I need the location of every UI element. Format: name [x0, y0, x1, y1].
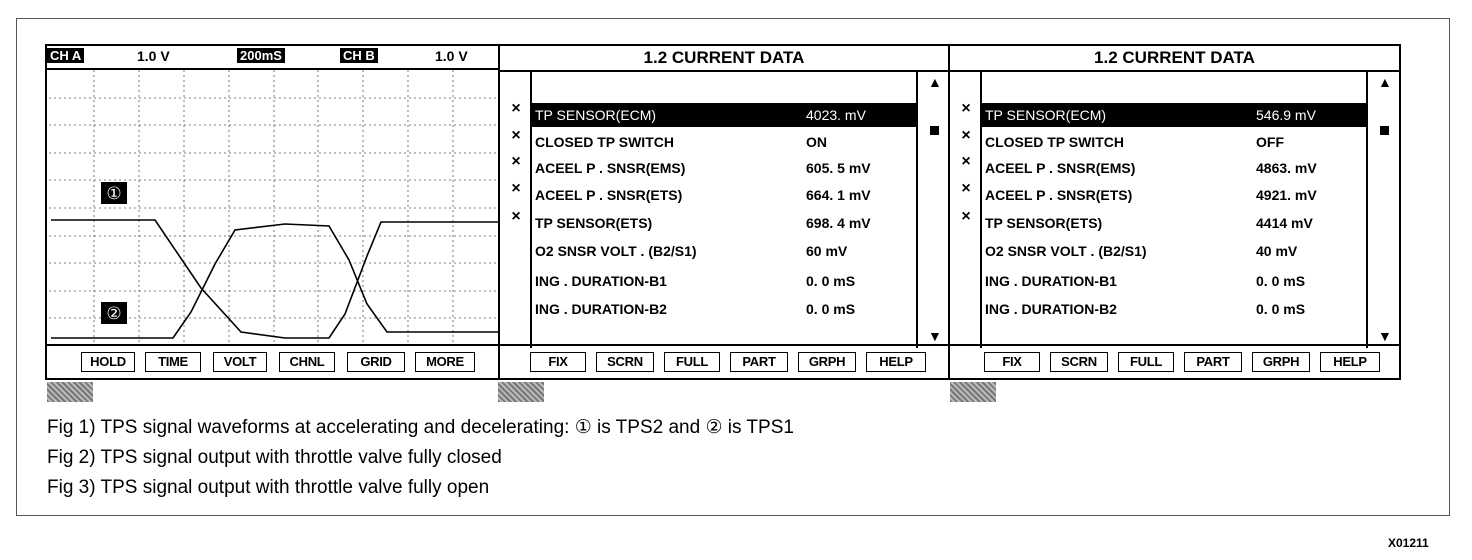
data-row[interactable]	[982, 156, 1368, 180]
data-row[interactable]	[982, 183, 1368, 207]
data-value: 546.9 mV	[1256, 107, 1316, 123]
part-button[interactable]: PART	[1184, 352, 1242, 372]
caption-fig-3: Fig 3) TPS signal output with throttle valve fully open	[47, 477, 490, 498]
oscilloscope-panel	[45, 44, 500, 380]
data-row[interactable]	[982, 211, 1368, 235]
data-name: ING . DURATION-B2	[985, 301, 1117, 317]
hold-button[interactable]: HOLD	[81, 352, 135, 372]
data-name: ING . DURATION-B1	[985, 273, 1117, 289]
ch-a-label: CH A	[47, 48, 84, 63]
data-name: ACEEL P . SNSR(ETS)	[535, 187, 683, 203]
mark-icon: ×	[961, 208, 971, 225]
part-button[interactable]: PART	[730, 352, 788, 372]
data-name: ACEEL P . SNSR(EMS)	[985, 160, 1136, 176]
figure-code: X01211	[1388, 536, 1429, 550]
data-value: 60 mV	[806, 243, 848, 259]
data-name: TP SENSOR(ECM)	[535, 107, 657, 123]
data-value: 4414 mV	[1256, 215, 1313, 231]
data-value: 605. 5 mV	[806, 160, 871, 176]
data-row[interactable]	[532, 130, 918, 154]
scroll-down-icon[interactable]: ▼	[928, 328, 942, 344]
caption-fig-1: Fig 1) TPS signal waveforms at accelerating and decelerating: ① is TPS2 and ② is TPS1	[47, 417, 794, 438]
figure-tab-1	[47, 382, 93, 402]
data-softkeys	[500, 344, 948, 378]
scroll-up-icon[interactable]: ▲	[928, 74, 942, 90]
data-name: O2 SNSR VOLT . (B2/S1)	[985, 243, 1147, 259]
data-value: 4863. mV	[1256, 160, 1317, 176]
figure-tab-3	[950, 382, 996, 402]
data-row[interactable]	[532, 211, 918, 235]
data-softkeys	[950, 344, 1399, 378]
data-value: 0. 0 mS	[806, 273, 856, 289]
data-value: 0. 0 mS	[806, 301, 856, 317]
fix-button[interactable]: FIX	[984, 352, 1040, 372]
fix-button[interactable]: FIX	[530, 352, 586, 372]
mark-icon: ×	[961, 127, 971, 144]
data-name: TP SENSOR(ECM)	[985, 107, 1107, 123]
mark-icon: ×	[961, 153, 971, 170]
data-row[interactable]	[532, 183, 918, 207]
data-value: 4023. mV	[806, 107, 866, 123]
grid-button[interactable]: GRID	[347, 352, 405, 372]
data-list	[530, 72, 918, 348]
data-value: 664. 1 mV	[806, 187, 871, 203]
ch-b-label: CH B	[340, 48, 378, 63]
data-row[interactable]	[982, 239, 1368, 263]
oscilloscope-softkeys	[47, 344, 498, 378]
data-value: 0. 0 mS	[1256, 273, 1306, 289]
ch-a-scale: 1.0 V	[137, 48, 170, 64]
marker-2: ②	[106, 304, 122, 323]
more-button[interactable]: MORE	[415, 352, 475, 372]
marker-1: ①	[106, 184, 122, 203]
data-name: TP SENSOR(ETS)	[535, 215, 653, 231]
data-name: ACEEL P . SNSR(EMS)	[535, 160, 686, 176]
data-name: O2 SNSR VOLT . (B2/S1)	[535, 243, 697, 259]
scroll-up-icon[interactable]: ▲	[1378, 74, 1392, 90]
mark-icon: ×	[511, 100, 521, 117]
panel-title: 1.2 CURRENT DATA	[500, 46, 948, 72]
current-data-panel-open	[948, 44, 1401, 380]
data-value: 40 mV	[1256, 243, 1298, 259]
ch-b-scale: 1.0 V	[435, 48, 468, 64]
waveform-display	[49, 70, 498, 346]
volt-button[interactable]: VOLT	[213, 352, 267, 372]
grph-button[interactable]: GRPH	[1252, 352, 1310, 372]
data-row[interactable]	[532, 156, 918, 180]
data-name: ACEEL P . SNSR(ETS)	[985, 187, 1133, 203]
oscilloscope-header	[47, 46, 498, 70]
full-button[interactable]: FULL	[664, 352, 720, 372]
mark-icon: ×	[511, 208, 521, 225]
data-value: OFF	[1256, 134, 1284, 150]
scroll-thumb[interactable]	[1380, 126, 1389, 135]
current-data-panel-closed	[498, 44, 950, 380]
data-value: 4921. mV	[1256, 187, 1317, 203]
mark-icon: ×	[961, 100, 971, 117]
data-name: CLOSED TP SWITCH	[985, 134, 1124, 150]
data-row[interactable]	[982, 269, 1368, 293]
data-value: 0. 0 mS	[1256, 301, 1306, 317]
data-row[interactable]	[532, 103, 918, 127]
data-row[interactable]	[982, 103, 1368, 127]
mark-icon: ×	[511, 153, 521, 170]
data-row[interactable]	[532, 269, 918, 293]
scroll-thumb[interactable]	[930, 126, 939, 135]
scrn-button[interactable]: SCRN	[596, 352, 654, 372]
data-name: CLOSED TP SWITCH	[535, 134, 674, 150]
figure-tab-2	[498, 382, 544, 402]
panel-title: 1.2 CURRENT DATA	[950, 46, 1399, 72]
mark-icon: ×	[961, 180, 971, 197]
time-button[interactable]: TIME	[145, 352, 201, 372]
data-row[interactable]	[982, 297, 1368, 321]
full-button[interactable]: FULL	[1118, 352, 1174, 372]
scroll-down-icon[interactable]: ▼	[1378, 328, 1392, 344]
timebase: 200mS	[237, 48, 285, 63]
data-name: ING . DURATION-B2	[535, 301, 667, 317]
help-button[interactable]: HELP	[1320, 352, 1380, 372]
data-value: ON	[806, 134, 827, 150]
grph-button[interactable]: GRPH	[798, 352, 856, 372]
data-list	[980, 72, 1368, 348]
help-button[interactable]: HELP	[866, 352, 926, 372]
data-value: 698. 4 mV	[806, 215, 871, 231]
mark-icon: ×	[511, 180, 521, 197]
data-row[interactable]	[982, 130, 1368, 154]
data-row[interactable]	[532, 239, 918, 263]
chnl-button[interactable]: CHNL	[279, 352, 335, 372]
mark-icon: ×	[511, 127, 521, 144]
data-name: TP SENSOR(ETS)	[985, 215, 1103, 231]
data-name: ING . DURATION-B1	[535, 273, 667, 289]
scrn-button[interactable]: SCRN	[1050, 352, 1108, 372]
data-row[interactable]	[532, 297, 918, 321]
caption-fig-2: Fig 2) TPS signal output with throttle valve fully closed	[47, 447, 502, 468]
